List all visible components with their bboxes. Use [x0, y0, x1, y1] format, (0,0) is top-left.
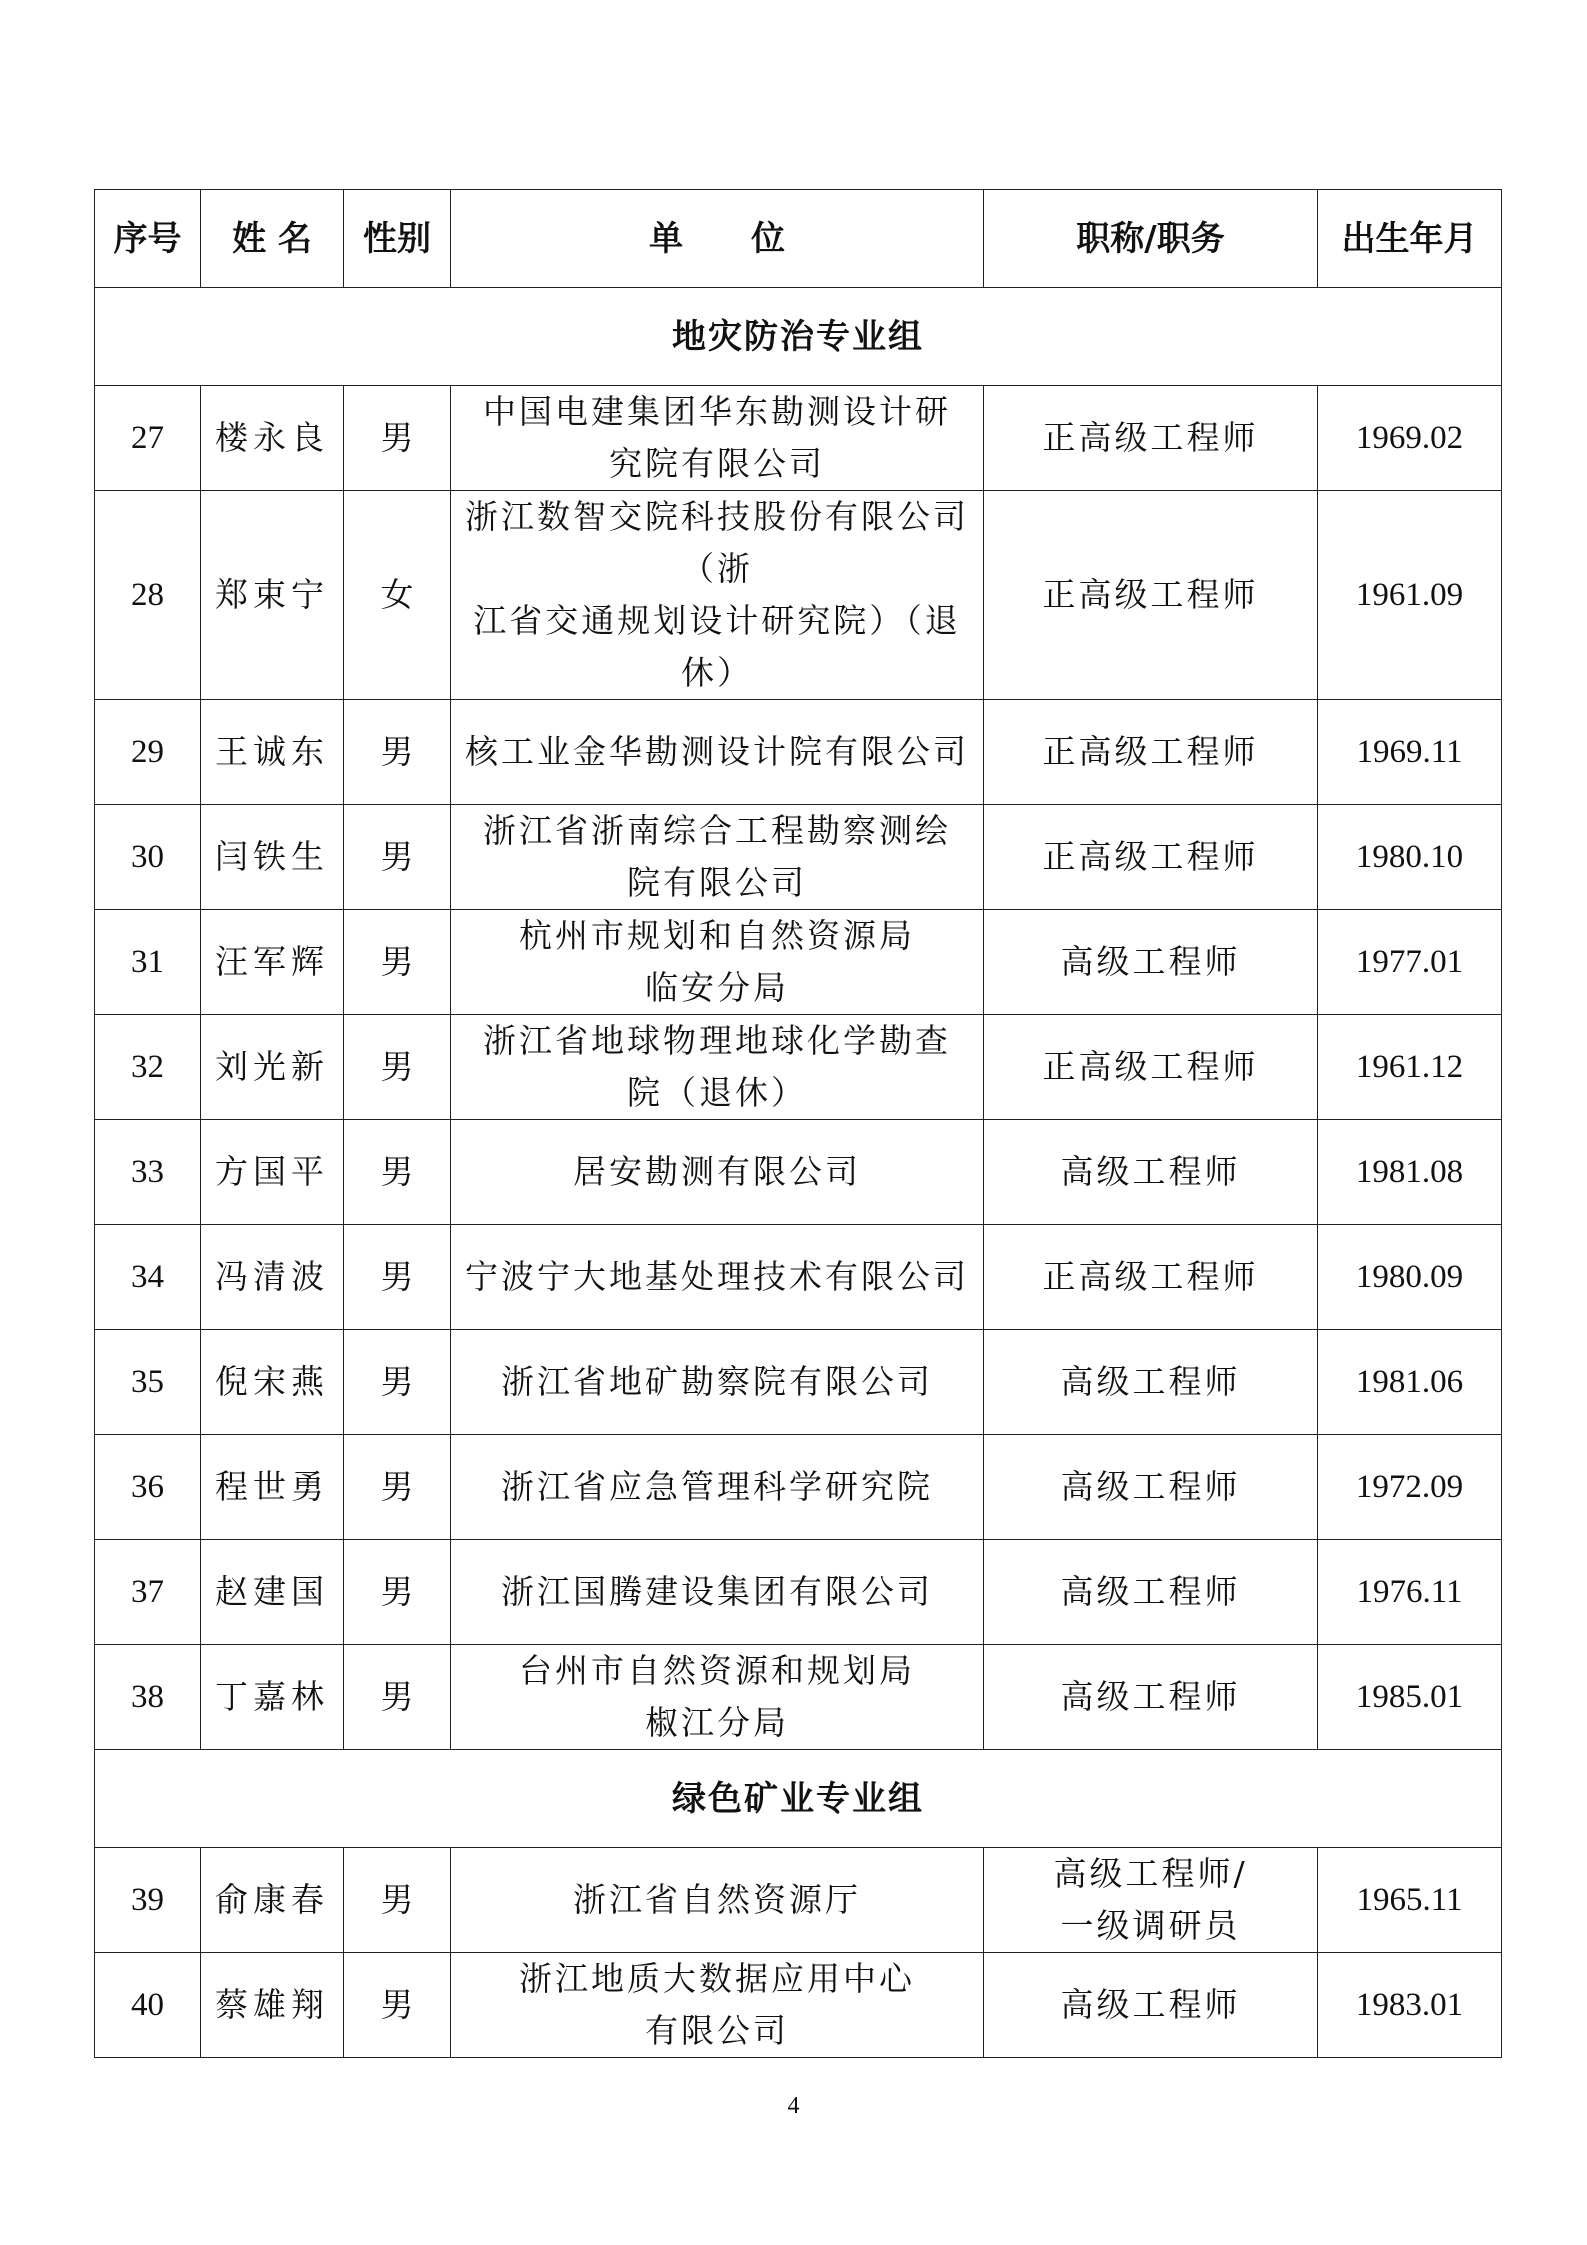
cell-seq: 38 — [95, 1645, 201, 1750]
cell-seq: 29 — [95, 700, 201, 805]
cell-birth: 1969.02 — [1318, 386, 1502, 491]
unit-line: 江省交通规划设计研究院）（退休） — [473, 601, 961, 692]
unit-line: 有限公司 — [645, 2011, 789, 2050]
unit-line: 浙江省地球物理地球化学勘查 — [483, 1021, 951, 1060]
unit-line: 院有限公司 — [627, 863, 807, 902]
cell-gender: 男 — [344, 1953, 451, 2058]
table-row — [95, 1015, 1502, 1120]
cell-gender: 男 — [344, 805, 451, 910]
cell-seq: 40 — [95, 1953, 201, 2058]
title-line: 高级工程师 — [1060, 942, 1241, 981]
cell-title — [984, 1120, 1318, 1225]
group-title: 地灾防治专业组 — [95, 288, 1502, 386]
cell-unit — [451, 805, 984, 910]
page-number: 4 — [787, 2093, 800, 2119]
unit-line: 杭州市规划和自然资源局 — [519, 916, 915, 955]
expert-roster-table — [94, 189, 1502, 2058]
cell-gender: 男 — [344, 1225, 451, 1330]
title-line: 正高级工程师 — [1042, 418, 1259, 457]
cell-gender: 男 — [344, 1330, 451, 1435]
title-line: 一级调研员 — [1060, 1906, 1241, 1945]
cell-name: 丁嘉林 — [201, 1645, 344, 1750]
table-row — [95, 491, 1502, 700]
unit-line: 中国电建集团华东勘测设计研 — [483, 392, 951, 431]
cell-title — [984, 1225, 1318, 1330]
title-line: 正高级工程师 — [1042, 732, 1259, 771]
title-line: 高级工程师 — [1060, 1467, 1241, 1506]
cell-birth: 1977.01 — [1318, 910, 1502, 1015]
table-row — [95, 1645, 1502, 1750]
cell-title — [984, 1540, 1318, 1645]
cell-title — [984, 1953, 1318, 2058]
title-line: 高级工程师 — [1060, 1572, 1241, 1611]
cell-unit — [451, 1330, 984, 1435]
cell-birth: 1983.01 — [1318, 1953, 1502, 2058]
header-birth: 出生年月 — [1318, 190, 1502, 288]
cell-birth: 1965.11 — [1318, 1848, 1502, 1953]
unit-line: 浙江省浙南综合工程勘察测绘 — [483, 811, 951, 850]
table-body — [95, 288, 1502, 2058]
unit-line: 椒江分局 — [645, 1703, 789, 1742]
cell-birth: 1972.09 — [1318, 1435, 1502, 1540]
cell-unit — [451, 1953, 984, 2058]
cell-seq: 28 — [95, 491, 201, 700]
cell-gender: 男 — [344, 386, 451, 491]
cell-gender: 男 — [344, 700, 451, 805]
title-line: 高级工程师/ — [1053, 1854, 1248, 1893]
table-row — [95, 700, 1502, 805]
cell-title — [984, 1435, 1318, 1540]
cell-unit — [451, 1015, 984, 1120]
group-row — [95, 288, 1502, 386]
table-row — [95, 1225, 1502, 1330]
cell-gender: 女 — [344, 491, 451, 700]
cell-seq: 34 — [95, 1225, 201, 1330]
header-gender: 性别 — [344, 190, 451, 288]
cell-name: 王诚东 — [201, 700, 344, 805]
cell-title — [984, 1848, 1318, 1953]
unit-line: 浙江省应急管理科学研究院 — [501, 1467, 933, 1506]
cell-title — [984, 1015, 1318, 1120]
cell-seq: 32 — [95, 1015, 201, 1120]
cell-birth: 1985.01 — [1318, 1645, 1502, 1750]
table-row — [95, 1848, 1502, 1953]
table-row — [95, 1953, 1502, 2058]
title-line: 正高级工程师 — [1042, 575, 1259, 614]
cell-gender: 男 — [344, 1645, 451, 1750]
cell-name: 赵建国 — [201, 1540, 344, 1645]
cell-gender: 男 — [344, 1015, 451, 1120]
cell-name: 楼永良 — [201, 386, 344, 491]
table-row — [95, 805, 1502, 910]
cell-seq: 31 — [95, 910, 201, 1015]
cell-title — [984, 805, 1318, 910]
title-line: 正高级工程师 — [1042, 1047, 1259, 1086]
unit-line: 浙江省地矿勘察院有限公司 — [501, 1362, 933, 1401]
table-row — [95, 1330, 1502, 1435]
cell-birth: 1969.11 — [1318, 700, 1502, 805]
cell-unit — [451, 1120, 984, 1225]
cell-name: 郑束宁 — [201, 491, 344, 700]
cell-unit — [451, 910, 984, 1015]
unit-line: 居安勘测有限公司 — [573, 1152, 861, 1191]
cell-seq: 37 — [95, 1540, 201, 1645]
cell-seq: 30 — [95, 805, 201, 910]
table-row — [95, 910, 1502, 1015]
cell-gender: 男 — [344, 1120, 451, 1225]
cell-gender: 男 — [344, 1540, 451, 1645]
cell-unit — [451, 1225, 984, 1330]
table-row — [95, 1540, 1502, 1645]
cell-birth: 1981.08 — [1318, 1120, 1502, 1225]
cell-title — [984, 386, 1318, 491]
cell-birth: 1961.12 — [1318, 1015, 1502, 1120]
cell-unit — [451, 1540, 984, 1645]
unit-line: 台州市自然资源和规划局 — [519, 1651, 915, 1690]
cell-title — [984, 491, 1318, 700]
cell-name: 刘光新 — [201, 1015, 344, 1120]
group-row — [95, 1750, 1502, 1848]
cell-gender: 男 — [344, 1848, 451, 1953]
table-row — [95, 386, 1502, 491]
cell-birth: 1976.11 — [1318, 1540, 1502, 1645]
cell-unit — [451, 1435, 984, 1540]
cell-unit — [451, 1645, 984, 1750]
table-header-row — [95, 190, 1502, 288]
title-line: 高级工程师 — [1060, 1677, 1241, 1716]
header-unit: 单 位 — [451, 190, 984, 288]
cell-seq: 33 — [95, 1120, 201, 1225]
unit-line: 宁波宁大地基处理技术有限公司 — [465, 1257, 969, 1296]
cell-birth: 1980.09 — [1318, 1225, 1502, 1330]
cell-title — [984, 910, 1318, 1015]
cell-name: 程世勇 — [201, 1435, 344, 1540]
unit-line: 院（退休） — [627, 1073, 807, 1112]
cell-seq: 39 — [95, 1848, 201, 1953]
cell-name: 蔡雄翔 — [201, 1953, 344, 2058]
unit-line: 究院有限公司 — [609, 444, 825, 483]
title-line: 高级工程师 — [1060, 1985, 1241, 2024]
cell-title — [984, 1645, 1318, 1750]
unit-line: 浙江省自然资源厅 — [573, 1880, 861, 1919]
header-seq: 序号 — [95, 190, 201, 288]
cell-name: 方国平 — [201, 1120, 344, 1225]
cell-name: 冯清波 — [201, 1225, 344, 1330]
unit-line: 浙江国腾建设集团有限公司 — [501, 1572, 933, 1611]
unit-line: 临安分局 — [645, 968, 789, 1007]
title-line: 高级工程师 — [1060, 1362, 1241, 1401]
cell-unit — [451, 1848, 984, 1953]
cell-name: 汪军辉 — [201, 910, 344, 1015]
cell-birth: 1961.09 — [1318, 491, 1502, 700]
title-line: 正高级工程师 — [1042, 1257, 1259, 1296]
header-title: 职称/职务 — [984, 190, 1318, 288]
unit-line: 核工业金华勘测设计院有限公司 — [465, 732, 969, 771]
cell-title — [984, 700, 1318, 805]
table-row — [95, 1435, 1502, 1540]
cell-seq: 36 — [95, 1435, 201, 1540]
title-line: 正高级工程师 — [1042, 837, 1259, 876]
cell-unit — [451, 386, 984, 491]
cell-unit — [451, 700, 984, 805]
cell-birth: 1980.10 — [1318, 805, 1502, 910]
cell-gender: 男 — [344, 1435, 451, 1540]
title-line: 高级工程师 — [1060, 1152, 1241, 1191]
cell-seq: 27 — [95, 386, 201, 491]
cell-seq: 35 — [95, 1330, 201, 1435]
unit-line: 浙江地质大数据应用中心 — [519, 1959, 915, 1998]
cell-title — [984, 1330, 1318, 1435]
header-name: 姓 名 — [201, 190, 344, 288]
cell-name: 闫铁生 — [201, 805, 344, 910]
table-row — [95, 1120, 1502, 1225]
group-title: 绿色矿业专业组 — [95, 1750, 1502, 1848]
cell-name: 俞康春 — [201, 1848, 344, 1953]
cell-gender: 男 — [344, 910, 451, 1015]
cell-name: 倪宋燕 — [201, 1330, 344, 1435]
cell-unit — [451, 491, 984, 700]
unit-line: 浙江数智交院科技股份有限公司（浙 — [465, 497, 969, 588]
cell-birth: 1981.06 — [1318, 1330, 1502, 1435]
